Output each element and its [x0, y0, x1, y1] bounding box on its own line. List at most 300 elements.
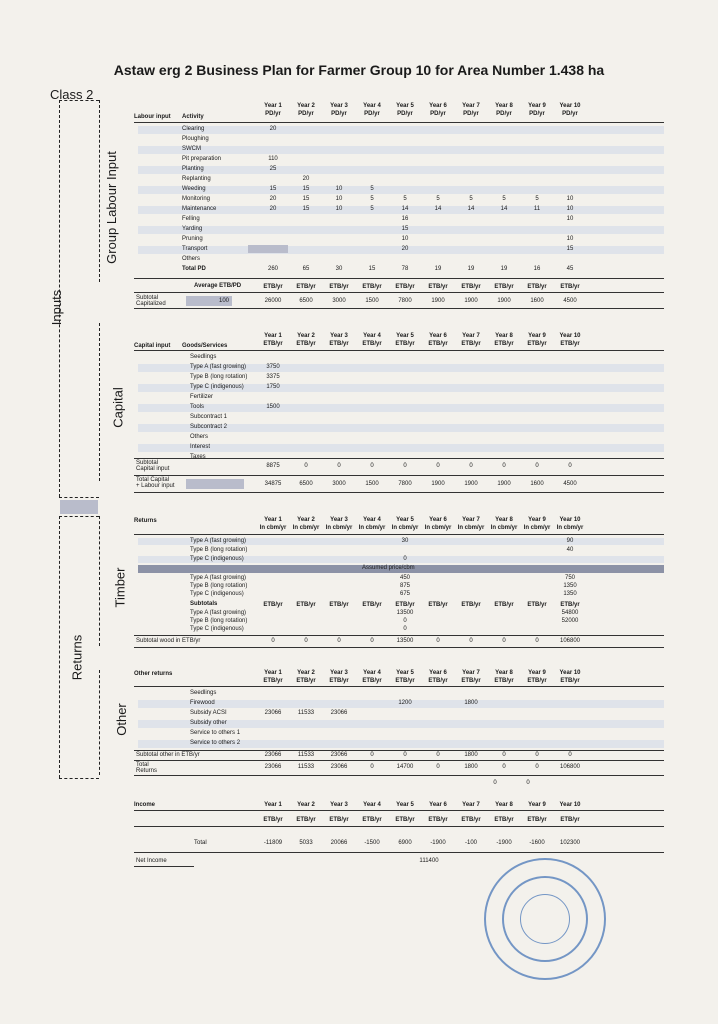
capital-total-cell: 1500	[365, 481, 379, 487]
labour-cell: 25	[269, 166, 277, 172]
year-header: Year 5 In cbm/yr	[391, 517, 419, 531]
shaded-band	[138, 166, 664, 174]
activity-label: Ploughing	[182, 136, 209, 142]
labour-subtotal-cell: 3000	[332, 298, 346, 304]
year-header: Year 4 ETB/yr	[362, 333, 382, 347]
timber-price-cell: 1350	[563, 583, 577, 589]
activity-label: Pit preparation	[182, 156, 222, 162]
year-header: Year 1 PD/yr	[264, 103, 282, 117]
capital-item-label: Type A (fast growing)	[190, 364, 247, 370]
returns-label: Returns	[69, 634, 85, 681]
year-header: Year 4 PD/yr	[363, 103, 381, 117]
income-total-cell: 20066	[330, 840, 348, 846]
year-header: Year 3 In cbm/yr	[325, 517, 353, 531]
other-item-label: Subsidy ACSI	[190, 710, 227, 716]
income-total-label: Total	[194, 840, 207, 846]
income-total-cell: 5033	[299, 840, 313, 846]
year-header: Year 8 PD/yr	[495, 103, 513, 117]
net-income-label: Net Income	[136, 858, 167, 864]
labour-cell: 14	[500, 206, 508, 212]
year-header: ETB/yr	[461, 602, 481, 608]
activity-label: Maintenance	[182, 206, 217, 212]
year-header: ETB/yr	[296, 602, 316, 608]
rule	[134, 866, 194, 867]
assumed-price-label: Assumed price/cbm	[362, 565, 415, 571]
timber-sub-label: Type B (long rotation)	[190, 618, 248, 624]
other-item-label: Firewood	[190, 700, 215, 706]
capital-item-label: Type B (long rotation)	[190, 374, 248, 380]
timber-price-cell: 450	[399, 575, 410, 581]
timber-subtotal-cell: 0	[370, 638, 374, 644]
rule	[134, 826, 664, 827]
labour-cell: 15	[566, 246, 574, 252]
year-header: Year 1 In cbm/yr	[259, 517, 287, 531]
year-header: Year 7 In cbm/yr	[457, 517, 485, 531]
income-unit: ETB/yr	[263, 817, 283, 823]
year-header: Year 6 PD/yr	[429, 103, 447, 117]
income-year: Year 3	[330, 802, 348, 808]
other-cell: 23066	[330, 710, 348, 716]
other-label: Other	[113, 703, 129, 736]
timber-price-label: Type C (indigenous)	[190, 591, 244, 597]
timber-price-cell: 875	[399, 583, 410, 589]
avg-etb-header: Average ETB/PD	[194, 283, 242, 289]
returns-frame-bottom	[59, 778, 99, 779]
grey-separator	[60, 500, 98, 514]
labour-cell: 110	[268, 156, 278, 162]
income-unit: ETB/yr	[560, 817, 580, 823]
capital-total-cell: 1600	[530, 481, 544, 487]
shaded-band	[138, 126, 664, 134]
rule	[134, 534, 664, 535]
labour-cell: 10	[335, 196, 343, 202]
income-total-cell: -100	[464, 840, 477, 846]
other-subtotal-cell: 0	[403, 752, 407, 758]
other-subtotal-cell: 0	[535, 752, 539, 758]
labour-cell: 10	[566, 206, 574, 212]
labour-label: Group Labour Input	[103, 151, 119, 264]
year-header: ETB/yr	[560, 284, 580, 290]
activity-label: Weeding	[182, 186, 206, 192]
other-total-cell: 0	[370, 764, 374, 770]
labour-subtotal-cell: 1900	[431, 298, 445, 304]
year-header: ETB/yr	[494, 602, 514, 608]
shaded-band	[138, 404, 664, 412]
labour-cell: 78	[401, 266, 409, 272]
year-header: Year 8 In cbm/yr	[490, 517, 518, 531]
income-year: Year 6	[429, 802, 447, 808]
labour-cell: 5	[469, 196, 473, 202]
year-header: Year 10 PD/yr	[559, 103, 581, 117]
year-header: ETB/yr	[527, 602, 547, 608]
year-header: Year 6 In cbm/yr	[424, 517, 452, 531]
labour-subtotal-cell: 7800	[398, 298, 412, 304]
timber-subtotal-cell: 106800	[559, 638, 581, 644]
capital-item-label: Interest	[190, 444, 211, 450]
year-header: Year 8 ETB/yr	[494, 670, 514, 684]
labour-cell: 20	[269, 196, 277, 202]
total-capital-label: Total Capital + Labour input	[136, 477, 175, 489]
year-header: Year 3 ETB/yr	[329, 670, 349, 684]
total-capital-shade	[186, 479, 244, 489]
income-year: Year 5	[396, 802, 414, 808]
labour-cell: 15	[302, 206, 310, 212]
labour-cell: 15	[269, 186, 277, 192]
labour-subtotal-cell: 26000	[264, 298, 282, 304]
year-header: Year 1 ETB/yr	[263, 670, 283, 684]
timber-sub-cell: 0	[403, 626, 407, 632]
year-header: Year 9 In cbm/yr	[523, 517, 551, 531]
year-header: Year 2 ETB/yr	[296, 670, 316, 684]
capital-subtotal-label: Subtotal Capital input	[136, 460, 170, 472]
other-item-label: Service to others 1	[190, 730, 241, 736]
timber-table	[134, 514, 664, 649]
capital-frame	[99, 323, 100, 481]
labour-input-header: Labour input	[134, 114, 171, 120]
year-header: ETB/yr	[263, 602, 283, 608]
labour-cell: 20	[269, 126, 277, 132]
subtotal-label: Subtotal Capitalized	[136, 295, 166, 307]
other-table	[134, 667, 664, 786]
year-header: ETB/yr	[527, 284, 547, 290]
capital-item-label: Type C (indigenous)	[190, 384, 244, 390]
official-stamp	[484, 858, 606, 980]
rule	[134, 775, 664, 776]
labour-frame	[99, 100, 100, 282]
year-header: Year 7 ETB/yr	[461, 333, 481, 347]
other-total-cell: 11533	[297, 764, 315, 770]
timber-price-label: Type A (fast growing)	[190, 575, 247, 581]
year-header: Year 10 ETB/yr	[559, 670, 581, 684]
timber-price-cell: 750	[564, 575, 575, 581]
timber-subtotal-cell: 0	[469, 638, 473, 644]
other-total-cell: 106800	[559, 764, 581, 770]
other-subtotal-cell: 11533	[297, 752, 315, 758]
labour-cell: 5	[403, 196, 407, 202]
other-total-cell: 0	[436, 764, 440, 770]
year-header: Year 9 PD/yr	[528, 103, 546, 117]
labour-cell: 5	[502, 196, 506, 202]
year-header: Year 10 ETB/yr	[559, 333, 581, 347]
activity-label: Total PD	[182, 266, 206, 272]
labour-cell: 20	[269, 206, 277, 212]
income-year: Year 2	[297, 802, 315, 808]
other-returns-header: Other returns	[134, 671, 173, 677]
shaded-band	[138, 444, 664, 452]
other-subtotal-cell: 0	[370, 752, 374, 758]
other-total-cell: 0	[502, 764, 506, 770]
activity-label: Planting	[182, 166, 204, 172]
timber-subtotal-cell: 0	[337, 638, 341, 644]
extra-value: 0	[526, 780, 530, 786]
labour-cell: 45	[566, 266, 574, 272]
capital-total-cell: 1900	[464, 481, 478, 487]
labour-subtotal-cell: 6500	[299, 298, 313, 304]
labour-cell: 14	[401, 206, 409, 212]
timber-volume-cell: 30	[401, 538, 409, 544]
other-item-label: Service to others 2	[190, 740, 241, 746]
year-header: Year 3 ETB/yr	[329, 333, 349, 347]
capital-subtotal-cell: 0	[502, 463, 506, 469]
labour-cell: 10	[566, 196, 574, 202]
year-header: Year 7 PD/yr	[462, 103, 480, 117]
year-header: Year 8 ETB/yr	[494, 333, 514, 347]
timber-sub-cell: 52000	[561, 618, 579, 624]
year-header: Year 9 ETB/yr	[527, 333, 547, 347]
year-header: Year 7 ETB/yr	[461, 670, 481, 684]
capital-item-label: Seedlings	[190, 354, 217, 360]
income-total-cell: 102300	[559, 840, 581, 846]
income-total-cell: -1900	[430, 840, 446, 846]
income-year: Year 4	[363, 802, 381, 808]
labour-cell: 260	[267, 266, 278, 272]
inputs-frame-top	[59, 100, 99, 101]
year-header: ETB/yr	[263, 284, 283, 290]
rule	[134, 635, 664, 636]
capital-label: Capital	[110, 387, 126, 428]
labour-cell: 20	[302, 176, 310, 182]
year-header: Year 5 PD/yr	[396, 103, 414, 117]
labour-cell: 19	[500, 266, 508, 272]
rule	[134, 750, 664, 751]
capital-total-cell: 6500	[299, 481, 313, 487]
capital-total-cell: 7800	[398, 481, 412, 487]
rule	[134, 278, 664, 279]
year-header: Year 2 ETB/yr	[296, 333, 316, 347]
year-header: ETB/yr	[428, 602, 448, 608]
year-header: ETB/yr	[461, 284, 481, 290]
activity-label: Monitoring	[182, 196, 211, 202]
shaded-band	[138, 186, 664, 194]
labour-cell: 10	[335, 186, 343, 192]
capital-cell: 3375	[266, 374, 280, 380]
year-header: ETB/yr	[362, 602, 382, 608]
income-unit: ETB/yr	[461, 817, 481, 823]
shaded-band	[138, 146, 664, 154]
capital-total-cell: 1900	[431, 481, 445, 487]
timber-volume-label: Type B (long rotation)	[190, 547, 248, 553]
capital-subtotal-cell: 8875	[266, 463, 280, 469]
year-header: Year 2 In cbm/yr	[292, 517, 320, 531]
income-total-cell: 6900	[398, 840, 412, 846]
capital-subtotal-cell: 0	[304, 463, 308, 469]
labour-cell: 5	[535, 196, 539, 202]
rule	[134, 492, 664, 493]
labour-subtotal-cell: 1600	[530, 298, 544, 304]
timber-subtotal-cell: 0	[436, 638, 440, 644]
timber-sub-cell: 54800	[561, 610, 579, 616]
year-header: Year 4 In cbm/yr	[358, 517, 386, 531]
other-item-label: Subsidy other	[190, 720, 227, 726]
labour-cell: 16	[401, 216, 409, 222]
returns-frame-top	[59, 516, 99, 517]
labour-cell: 10	[566, 236, 574, 242]
timber-subtotal-cell: 13500	[396, 638, 414, 644]
year-header: Year 5 ETB/yr	[395, 670, 415, 684]
year-header: ETB/yr	[395, 284, 415, 290]
income-unit: ETB/yr	[296, 817, 316, 823]
income-total-cell: -1500	[364, 840, 380, 846]
capital-total-cell: 3000	[332, 481, 346, 487]
other-total-cell: 23066	[330, 764, 348, 770]
year-header: Year 2 PD/yr	[297, 103, 315, 117]
labour-cell: 65	[302, 266, 310, 272]
year-header: Year 6 ETB/yr	[428, 670, 448, 684]
labour-cell: 15	[302, 186, 310, 192]
timber-label: Timber	[112, 567, 128, 608]
year-header: ETB/yr	[395, 602, 415, 608]
other-frame	[99, 670, 100, 775]
labour-subtotal-cell: 1900	[497, 298, 511, 304]
labour-subtotal-cell: 1500	[365, 298, 379, 304]
other-subtotal-cell: 0	[436, 752, 440, 758]
rule	[134, 350, 664, 351]
goods-header: Goods/Services	[182, 343, 228, 349]
subtotals-label: Subtotals	[190, 601, 218, 607]
income-unit: ETB/yr	[329, 817, 349, 823]
income-year: Year 9	[528, 802, 546, 808]
timber-volume-cell: 0	[403, 556, 407, 562]
capital-total-cell: 1900	[497, 481, 511, 487]
timber-frame	[99, 516, 100, 646]
rule	[134, 852, 664, 853]
rule	[134, 458, 664, 459]
timber-volume-cell: 90	[566, 538, 574, 544]
other-total-cell: 23066	[264, 764, 282, 770]
subtotal-wood-label: Subtotal wood in ETB/yr	[136, 638, 201, 644]
labour-cell: 19	[467, 266, 475, 272]
other-cell: 1200	[398, 700, 412, 706]
year-header: Year 3 PD/yr	[330, 103, 348, 117]
labour-cell: 20	[401, 246, 409, 252]
inputs-label: Inputs	[49, 289, 65, 326]
other-total-cell: 14700	[396, 764, 414, 770]
income-year: Year 7	[462, 802, 480, 808]
timber-sub-cell: 13500	[396, 610, 414, 616]
capital-subtotal-cell: 0	[568, 463, 572, 469]
capital-item-label: Tools	[190, 404, 205, 410]
other-subtotal-cell: 23066	[330, 752, 348, 758]
activity-label: Pruning	[182, 236, 203, 242]
income-table	[134, 796, 664, 871]
capital-cell: 3750	[266, 364, 280, 370]
rule	[134, 292, 664, 293]
rule	[134, 647, 664, 648]
timber-subtotal-cell: 0	[304, 638, 308, 644]
capital-item-label: Subcontract 2	[190, 424, 228, 430]
income-total-cell: -1900	[496, 840, 512, 846]
income-unit: ETB/yr	[428, 817, 448, 823]
labour-cell: 16	[533, 266, 541, 272]
income-unit: ETB/yr	[527, 817, 547, 823]
labour-subtotal-cell: 4500	[563, 298, 577, 304]
transport-shade	[248, 245, 288, 253]
other-subtotal-cell: 0	[568, 752, 572, 758]
rule	[134, 810, 664, 811]
other-total-cell: 0	[535, 764, 539, 770]
timber-subtotal-cell: 0	[502, 638, 506, 644]
page-title: Astaw erg 2 Business Plan for Farmer Group 10 for Area Number 1.438 ha	[113, 62, 605, 78]
income-year: Year 10	[559, 802, 581, 808]
other-item-label: Seedlings	[190, 690, 217, 696]
timber-volume-label: Type A (fast growing)	[190, 538, 247, 544]
rule	[134, 475, 664, 476]
activity-label: Felling	[182, 216, 200, 222]
labour-cell: 15	[368, 266, 376, 272]
capital-total-cell: 34875	[264, 481, 282, 487]
year-header: Year 5 ETB/yr	[395, 333, 415, 347]
capital-subtotal-cell: 0	[370, 463, 374, 469]
timber-price-label: Type B (long rotation)	[190, 583, 248, 589]
timber-volume-cell: 40	[566, 547, 574, 553]
labour-cell: 5	[436, 196, 440, 202]
labour-cell: 14	[467, 206, 475, 212]
activity-label: Others	[182, 256, 201, 262]
income-total-cell: -11809	[263, 840, 283, 846]
timber-sub-cell: 0	[403, 618, 407, 624]
labour-cell: 5	[370, 206, 374, 212]
labour-cell: 11	[533, 206, 541, 212]
total-returns-label: Total Returns	[136, 762, 158, 774]
labour-cell: 30	[335, 266, 343, 272]
labour-cell: 15	[302, 196, 310, 202]
timber-subtotal-cell: 0	[535, 638, 539, 644]
labour-cell: 15	[401, 226, 409, 232]
capital-subtotal-cell: 0	[403, 463, 407, 469]
extra-value: 0	[493, 780, 497, 786]
labour-table	[134, 100, 664, 310]
year-header: Year 4 ETB/yr	[362, 670, 382, 684]
other-total-cell: 1800	[464, 764, 478, 770]
activity-label: Transport	[182, 246, 208, 252]
year-header: Year 10 In cbm/yr	[556, 517, 584, 531]
activity-label: Replanting	[182, 176, 211, 182]
capital-input-header: Capital input	[134, 343, 171, 349]
activity-label: Yarding	[182, 226, 203, 232]
timber-price-cell: 1350	[563, 591, 577, 597]
year-header: Year 6 ETB/yr	[428, 333, 448, 347]
labour-cell: 5	[370, 196, 374, 202]
capital-subtotal-cell: 0	[436, 463, 440, 469]
rule	[134, 686, 664, 687]
avg-value: 100	[219, 298, 230, 304]
timber-sub-label: Type A (fast growing)	[190, 610, 247, 616]
year-header: ETB/yr	[428, 284, 448, 290]
year-header: Year 1 ETB/yr	[263, 333, 283, 347]
inputs-frame-bottom	[59, 497, 99, 498]
capital-item-label: Fertilizer	[190, 394, 214, 400]
timber-sub-label: Type C (indigenous)	[190, 626, 244, 632]
year-header: ETB/yr	[494, 284, 514, 290]
labour-cell: 10	[401, 236, 409, 242]
other-subtotal-cell: 1800	[464, 752, 478, 758]
other-subtotal-cell: 23066	[264, 752, 282, 758]
capital-subtotal-cell: 0	[535, 463, 539, 469]
capital-item-label: Subcontract 1	[190, 414, 228, 420]
activity-label: Clearing	[182, 126, 205, 132]
class-label: Class 2	[50, 87, 94, 102]
capital-table	[134, 330, 664, 495]
income-unit: ETB/yr	[395, 817, 415, 823]
activity-header: Activity	[182, 114, 204, 120]
year-header: ETB/yr	[329, 284, 349, 290]
timber-subtotal-cell: 0	[271, 638, 275, 644]
year-header: Year 9 ETB/yr	[527, 670, 547, 684]
labour-subtotal-cell: 1900	[464, 298, 478, 304]
year-header: ETB/yr	[329, 602, 349, 608]
income-label: Income	[134, 802, 156, 808]
year-header: ETB/yr	[560, 602, 580, 608]
